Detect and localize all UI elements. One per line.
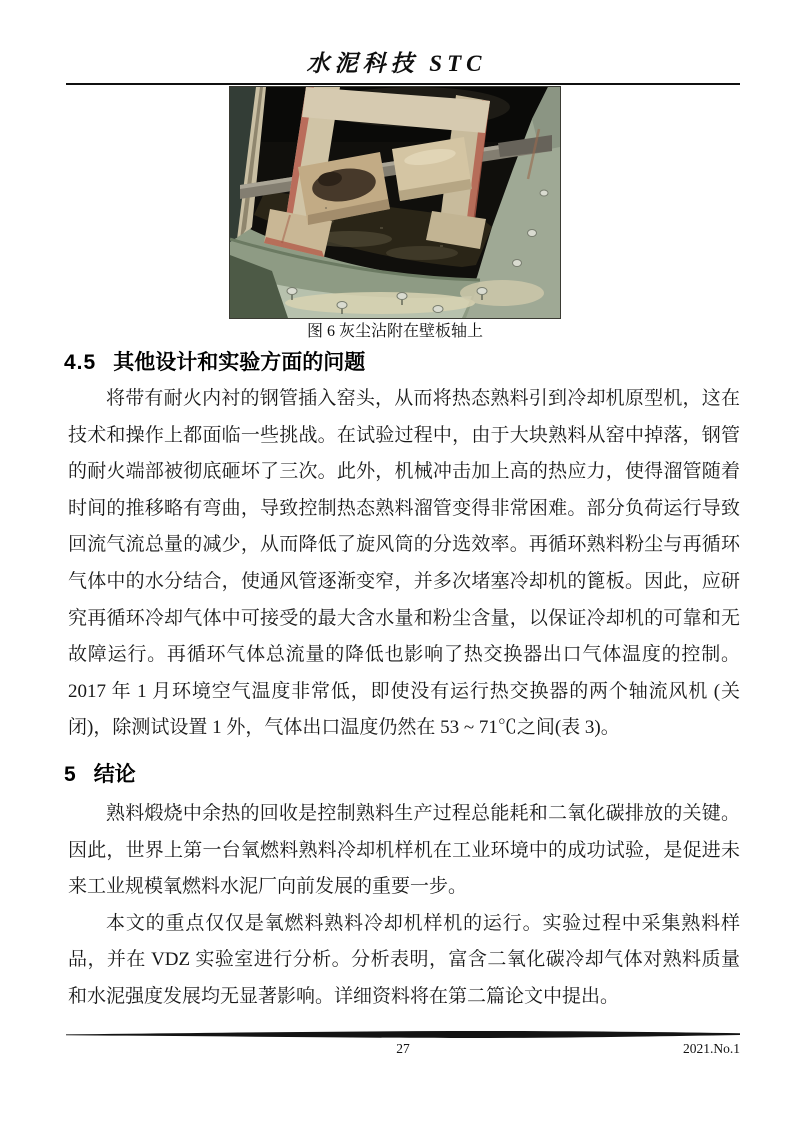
section-heading-4-5 — [64, 350, 793, 376]
section-title: 其他设计和实验方面的问题 — [113, 351, 366, 374]
section-number: 5 — [64, 762, 77, 786]
page-number: 27 — [396, 1041, 410, 1056]
figure-photo — [230, 87, 560, 318]
figure-6 — [230, 87, 560, 343]
section-4-5-paragraph: 将带有耐火内衬的钢管插入窑头，从而将热态熟料引到冷却机原型机，这在技术和操作上都面临一些挑战。在试验过程中，由于大块熟料从窑中掉落，钢管的耐火端部被彻底砸坏了三次。此外，机械冲击加上高的热应力，使得溜管随着时间的推移略有弯曲，导致控制热态熟料溜管变得非常困难。部分负荷运行导致回流气流总量的减少，从而降低了旋风筒的分选效率。再循环熟料粉尘与再循环气体中的水分结合，使通风管逐渐变窄，并多次堵塞冷却机的篦板。因此，应研究再循环冷却气体中可接受的最大含水量和粉尘含量，以保证冷却机的可靠和无故障运行。再循环气体总流量的降低也影响了热交换器出口气体温度的控制。2017 年 1 月环境空气温度非常低，即使没有运行热交换器的两个轴流风机 (关闭)，除测试设置 1 外，气体出口温度仍然在 53 ~ 71℃之间(表 3)。 — [68, 388, 740, 739]
journal-header — [0, 0, 793, 78]
header-rule — [66, 83, 740, 85]
section-heading-5 — [64, 762, 793, 788]
journal-title: 水泥科技 STC — [306, 51, 487, 76]
footer-rule — [66, 1030, 740, 1039]
footer-row — [66, 1041, 740, 1061]
conclusion-paragraph-1: 熟料煅烧中余热的回收是控制熟料生产过程总能耗和二氧化碳排放的关键。因此，世界上第一台氧燃料熟料冷却机样机在工业环境中的成功试验，是促进未来工业规模氧燃料水泥厂向前发展的重要一步。 — [68, 802, 740, 898]
conclusion-paragraph-2: 本文的重点仅仅是氧燃料熟料冷却机样机的运行。实验过程中采集熟料样品，并在 VDZ 实验室进行分析。分析表明，富含二氧化碳冷却气体对熟料质量和水泥强度发展均无显著影响。详细资料将在第二篇论文中提出。 — [68, 912, 740, 1007]
issue-label: 2021.No.1 — [683, 1041, 740, 1056]
section-number: 4.5 — [64, 351, 97, 374]
figure-caption: 图 6 灰尘沾附在壁板轴上 — [306, 323, 483, 340]
page-footer — [66, 1030, 740, 1061]
section-title: 结论 — [93, 762, 136, 786]
